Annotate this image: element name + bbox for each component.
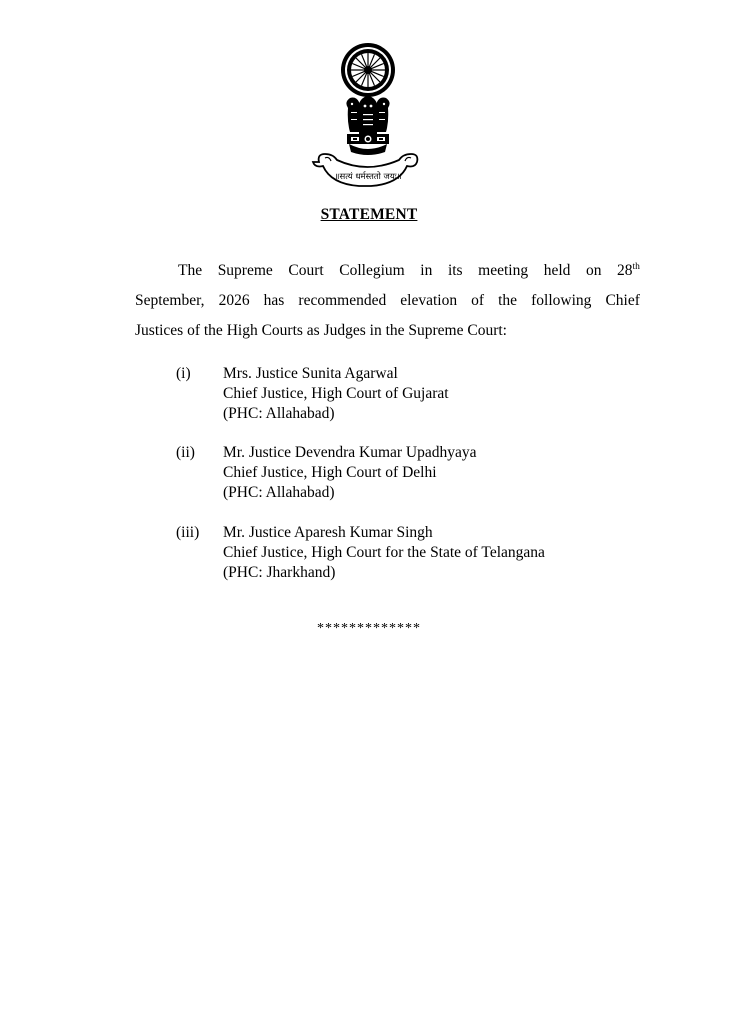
item-number: (ii) [176,444,195,461]
paragraph-word: The [178,262,203,279]
parent-high-court: (PHC: Jharkhand) [223,564,336,581]
judge-position: Chief Justice, High Court for the State of Telangana [223,544,545,561]
paragraph-word: Chief [605,292,640,309]
paragraph-word: recommended [298,292,387,309]
parent-high-court: (PHC: Allahabad) [223,405,335,422]
statement-paragraph [135,256,640,346]
supreme-court-emblem-icon [311,40,425,192]
paragraph-word: in [420,262,433,279]
paragraph-word: held [543,262,571,279]
ordinal-suffix: th [632,262,640,272]
judge-name: Mr. Justice Aparesh Kumar Singh [223,524,433,541]
judge-position: Chief Justice, High Court of Delhi [223,464,437,481]
parent-high-court: (PHC: Allahabad) [223,484,335,501]
paragraph-line-2 [135,286,640,316]
judge-name: Mrs. Justice Sunita Agarwal [223,365,398,382]
item-number: (iii) [176,524,200,541]
paragraph-word: 2026 [218,292,250,309]
paragraph-word: of [471,292,485,309]
judge-name: Mr. Justice Devendra Kumar Upadhyaya [223,444,477,461]
paragraph-word: has [263,292,285,309]
paragraph-word: its [447,262,463,279]
emblem-motto: ॥सत्यं धर्मस्ततो जयः॥ [334,172,402,182]
paragraph-word: meeting [478,262,529,279]
paragraph-word: September, [135,292,205,309]
judge-position: Chief Justice, High Court of Gujarat [223,385,449,402]
paragraph-word: Court [288,262,324,279]
end-of-document-marker: ************* [317,621,421,636]
paragraph-word: elevation [400,292,458,309]
paragraph-word: 28th [617,262,640,279]
paragraph-line-1 [135,256,640,286]
item-number: (i) [176,365,191,382]
paragraph-line-3: Justices of the High Courts as Judges in the Supreme Court: [135,322,507,339]
paragraph-word: the [498,292,518,309]
paragraph-word: Collegium [339,262,405,279]
paragraph-word: following [531,292,592,309]
document-title: STATEMENT [320,206,418,223]
paragraph-word: on [585,262,602,279]
paragraph-word: Supreme [217,262,273,279]
